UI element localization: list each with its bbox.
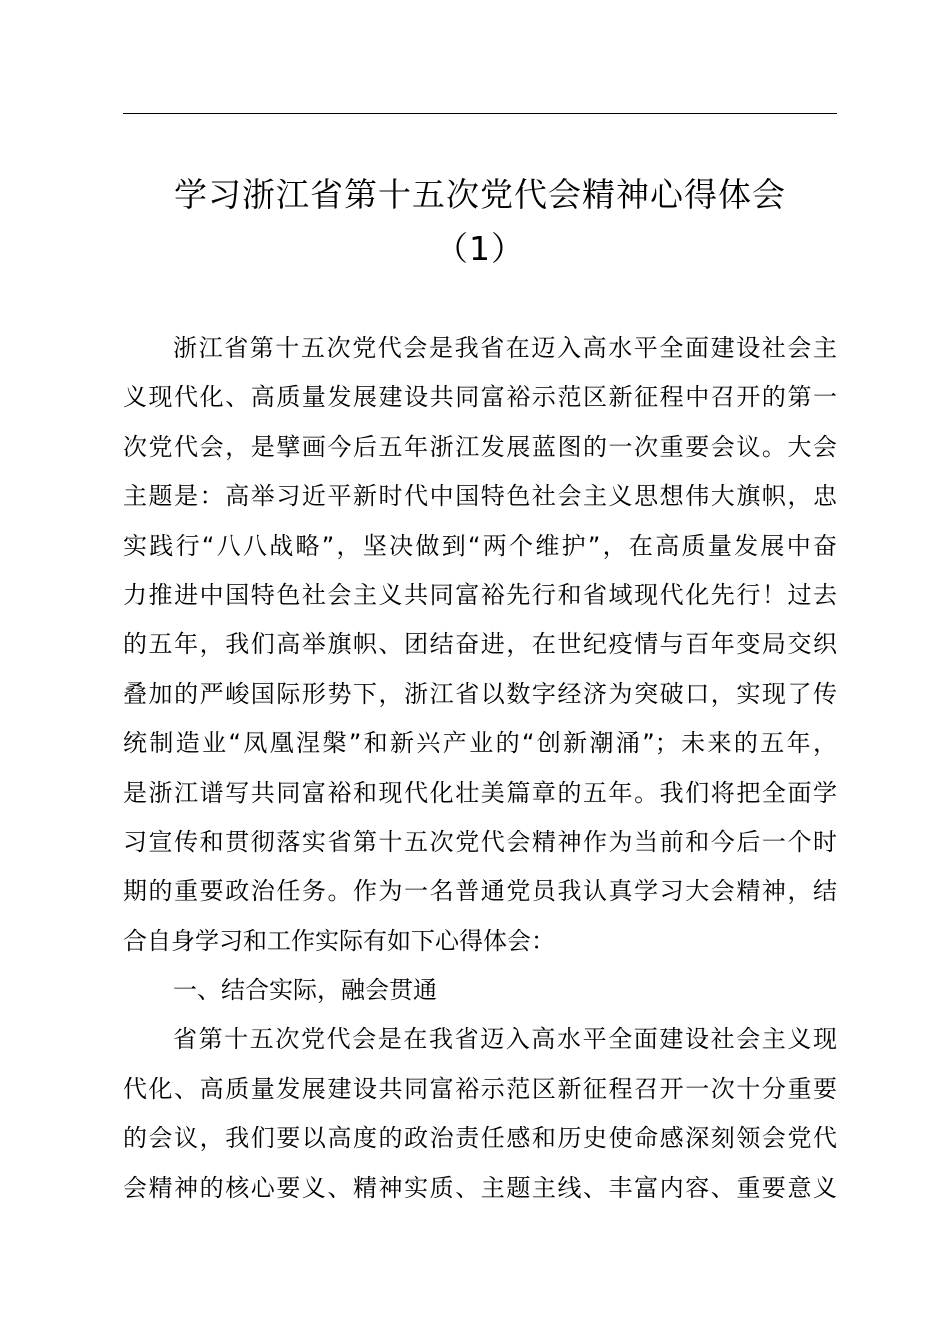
text-line: 主题是：高举习近平新时代中国特色社会主义思想伟大旗帜，忠: [123, 482, 837, 511]
text-line: 浙江省第十五次党代会是我省在迈入高水平全面建设社会主: [173, 334, 837, 362]
text-line: 的会议，我们要以高度的政治责任感和历史使命感深刻领会党代: [123, 1124, 837, 1153]
paragraph-intro: [123, 324, 837, 966]
text-line: 力推进中国特色社会主义共同富裕先行和省域现代化先行！过去: [123, 580, 837, 609]
text-line: 次党代会，是擘画今后五年浙江发展蓝图的一次重要会议。大会: [123, 432, 837, 461]
title-line-1: 学习浙江省第十五次党代会精神心得体会: [174, 175, 786, 214]
title-line-2: （1）: [435, 229, 525, 268]
document-title: [123, 168, 837, 276]
text-line: 期的重要政治任务。作为一名普通党员我认真学习大会精神，结: [123, 877, 837, 906]
text-line: 是浙江谱写共同富裕和现代化壮美篇章的五年。我们将把全面学: [123, 778, 837, 807]
text-line: 叠加的严峻国际形势下，浙江省以数字经济为突破口，实现了传: [123, 679, 837, 708]
text-line: 习宣传和贯彻落实省第十五次党代会精神作为当前和今后一个时: [123, 827, 837, 856]
text-line: 代化、高质量发展建设共同富裕示范区新征程召开一次十分重要: [123, 1074, 837, 1103]
text-line: 实践行“八八战略”，坚决做到“两个维护”，在高质量发展中奋: [123, 531, 837, 560]
section-heading-text: 一、结合实际，融会贯通: [173, 976, 437, 1005]
document-body: [123, 324, 837, 1213]
paragraph-section-1: [123, 1015, 837, 1213]
text-line: 合自身学习和工作实际有如下心得体会：: [123, 926, 555, 955]
text-line: 的五年，我们高举旗帜、团结奋进，在世纪疫情与百年变局交织: [123, 630, 837, 659]
text-line: 义现代化、高质量发展建设共同富裕示范区新征程中召开的第一: [123, 383, 837, 412]
text-line: 会精神的核心要义、精神实质、主题主线、丰富内容、重要意义: [123, 1173, 837, 1202]
text-line: 统制造业“凤凰涅槃”和新兴产业的“创新潮涌”；未来的五年，: [123, 729, 837, 758]
header-rule: [123, 113, 837, 114]
section-heading-1: [123, 966, 837, 1015]
text-line: 省第十五次党代会是在我省迈入高水平全面建设社会主义现: [173, 1025, 837, 1054]
